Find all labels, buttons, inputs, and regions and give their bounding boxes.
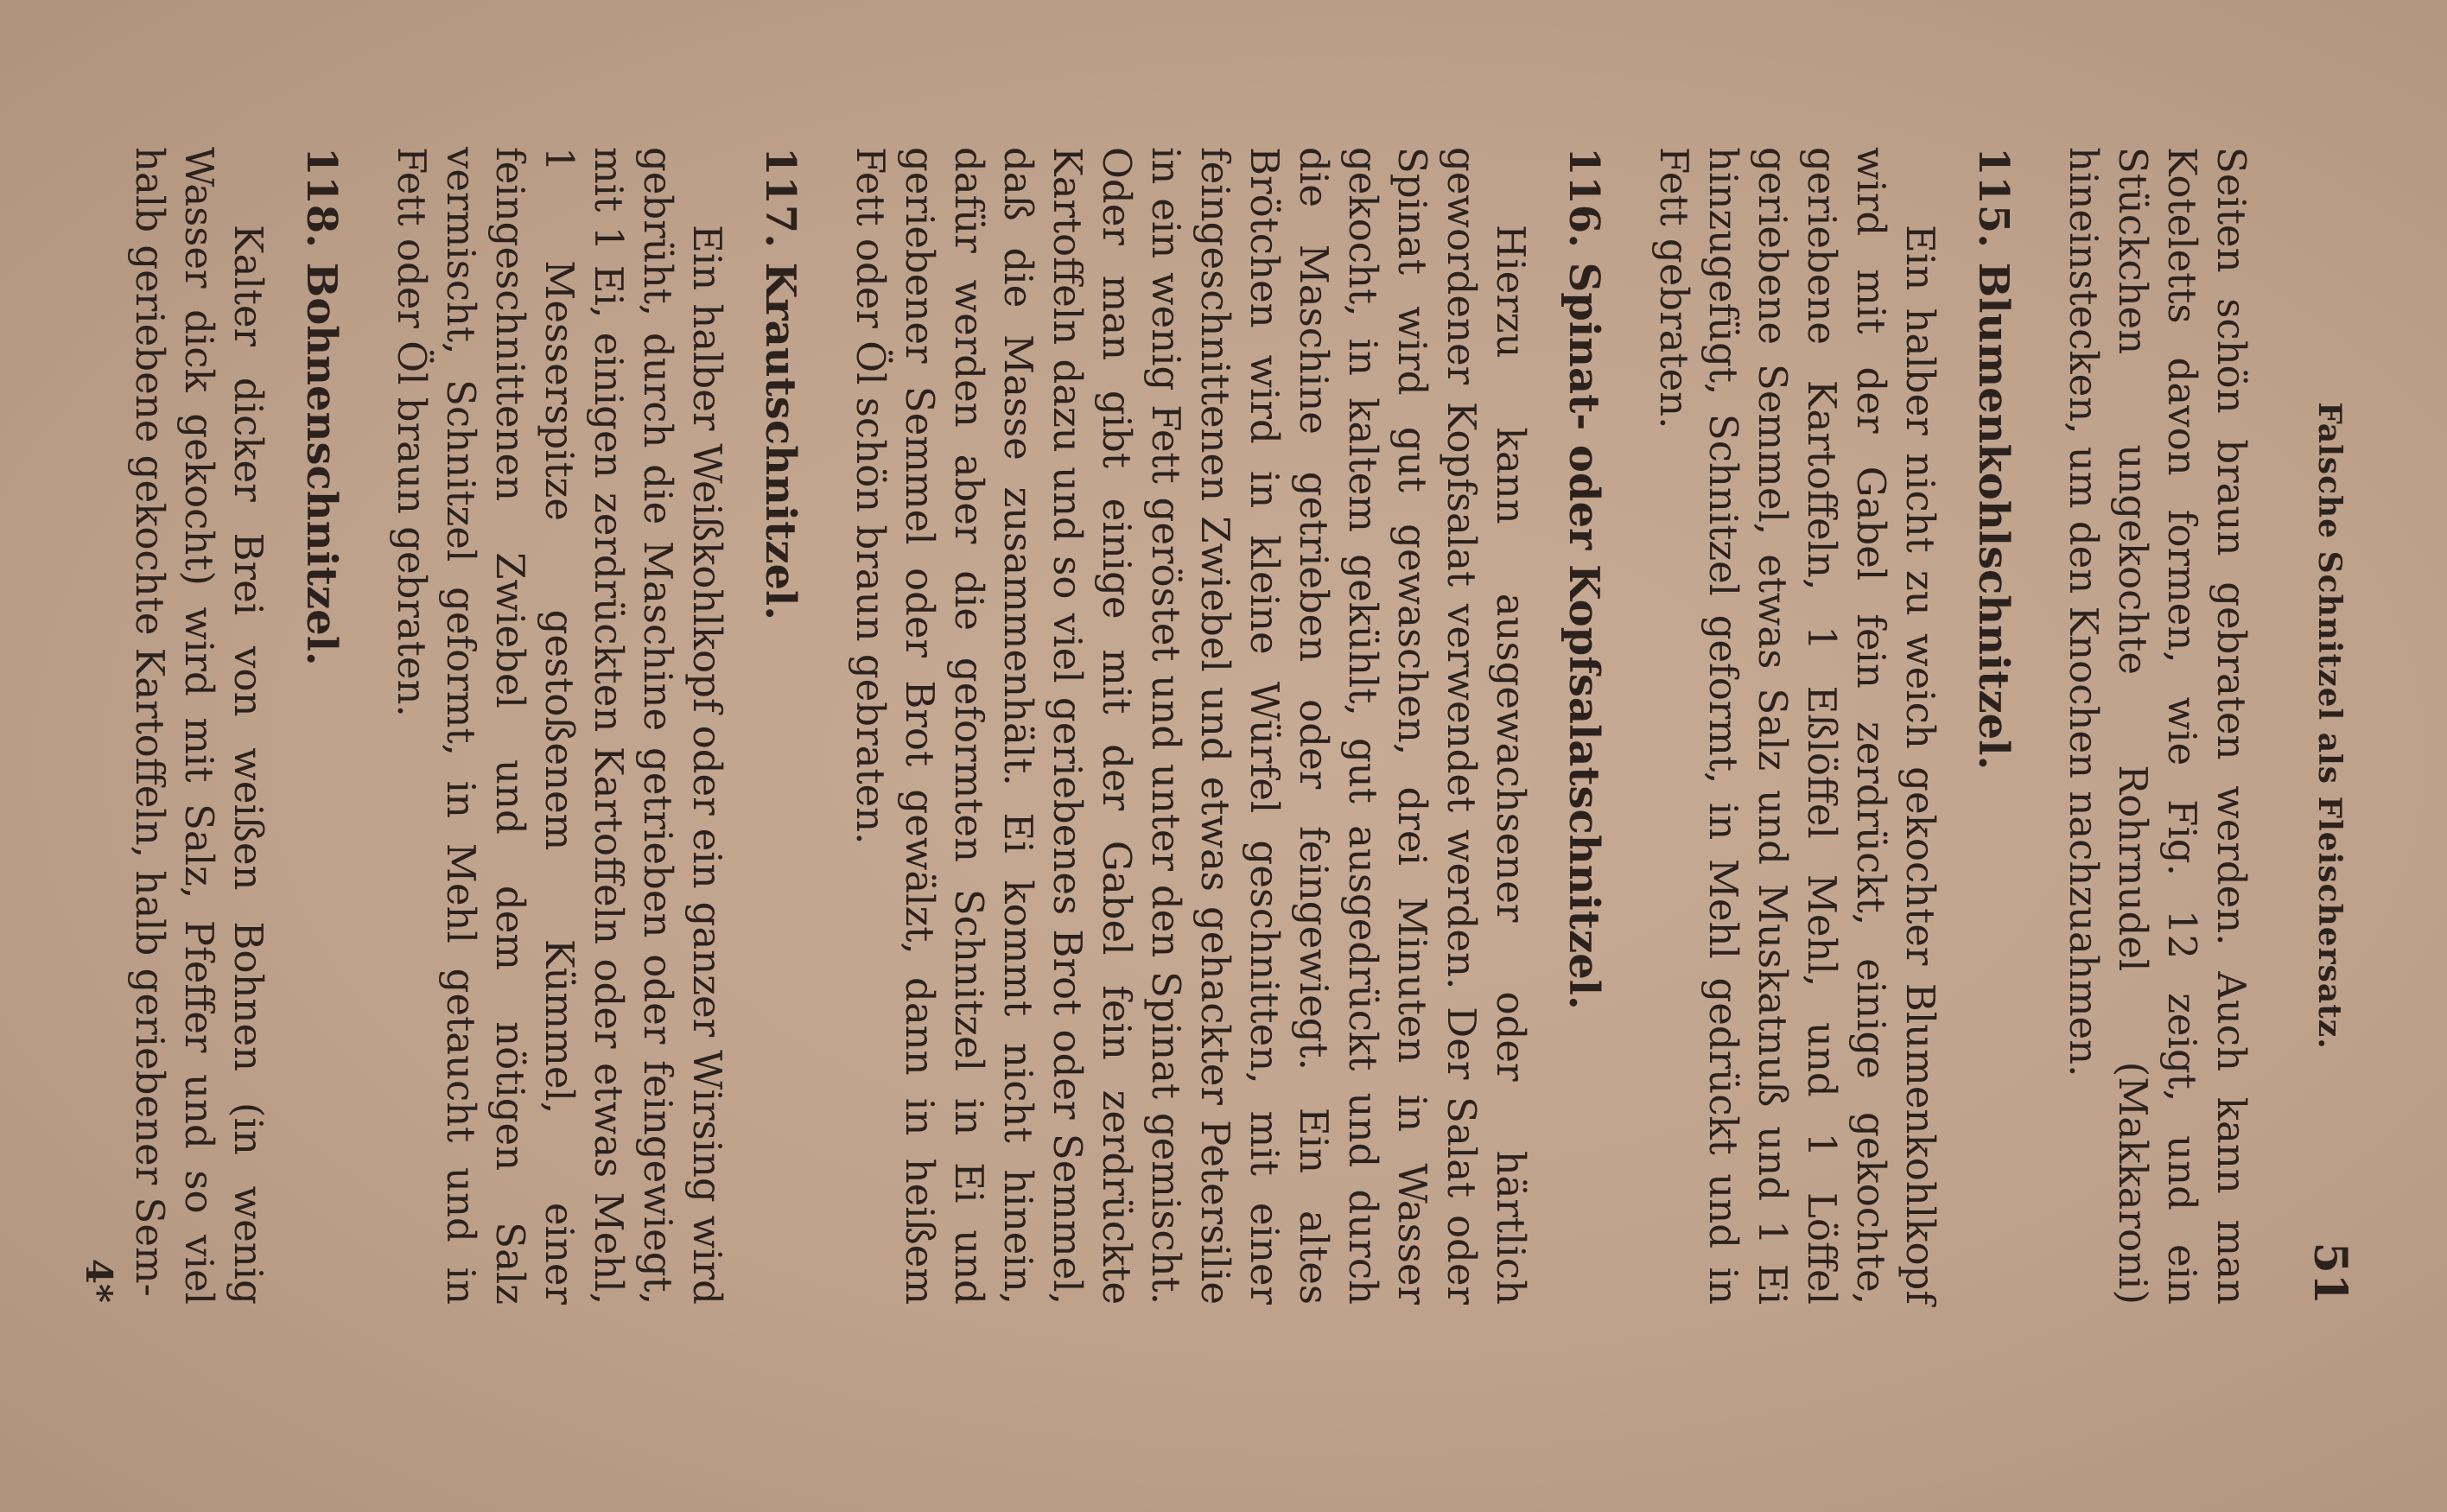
recipe-title: 116. Spinat- oder Kopfsalatschnitzel. (1560, 147, 1608, 1010)
recipe-title: 115. Blumenkohlschnitzel. (1969, 147, 2018, 771)
recipe-118 (125, 147, 347, 1305)
intro-paragraph: Seiten schön braun gebraten werden. Auch kann man Koteletts davon formen, wie Fig. 12 zeigt, und ein Stückchen ungekochte Rohrnudel (Makkaroni) hineinstecken, um den Knochen nachzuahmen. (2061, 147, 2254, 1305)
recipe-115 (1649, 147, 2019, 1305)
page-number: 51 (2304, 1242, 2356, 1305)
recipe-title: 117. Krautschnitzel. (756, 147, 804, 620)
recipe-116 (846, 147, 1610, 1305)
recipe-text: Ein halber nicht zu weich gekochter Blumenkohlkopf wird mit der Gabel fein zerdrückt, einige gekochte, geriebene Kartoffeln, 1 Eßlöffel Mehl, und 1 Löffel geriebene Semmel, etwas Salz und Muskatnuß und 1 Ei hinzugefügt, Schnitzel geformt, in Mehl gedrückt und in Fett gebraten. (1651, 147, 1943, 1305)
recipe-text: Hierzu kann ausgewachsener oder härtlich gewordener Kopfsalat verwendet werden. Der Salat oder Spinat wird gut gewaschen, drei Minuten in Wasser gekocht, in kaltem gekühlt, gut ausgedrückt und durch die Maschine getrieben oder feingewiegt. Ein altes Brötchen wird in kleine Würfel geschnitten, mit einer feingeschnittenen Zwiebel und etwas gehackter Petersilie in ein wenig Fett geröstet und unter den Spinat gemischt. Oder man gibt einige mit der Gabel fein zerdrückte Kartoffeln dazu und so viel geriebenes Brot oder Semmel, daß die Masse zusammenhält. Ei kommt nicht hinein, dafür werden aber die geformten Schnitzel in Ei und geriebener Semmel oder Brot gewälzt, dann in heißem Fett oder Öl schön braun gebraten. (848, 147, 1534, 1305)
recipe-text: Ein halber Weißkohlkopf oder ein ganzer Wirsing wird gebrüht, durch die Maschine getrieben oder feingewiegt, mit 1 Ei, einigen zerdrückten Kartoffeln oder etwas Mehl, 1 Messerspitze gestoßenem Kümmel, einer feingeschnittenen Zwiebel und dem nötigen Salz vermischt, Schnitzel geformt, in Mehl getaucht und in Fett oder Öl braun gebraten. (389, 147, 730, 1305)
recipe-text: Kalter dicker Brei von weißen Bohnen (in wenig Wasser dick gekocht) wird mit Salz, Pfeffer und so viel halb geriebene gekochte Kartoffeln, halb geriebener Sem- (127, 147, 271, 1305)
recipe-title: 118. Bohnenschnitzel. (297, 147, 346, 666)
running-title: Falsche Schnitzel als Fleischersatz. (2311, 402, 2348, 1050)
signature-mark: 4* (78, 1258, 120, 1303)
recipe-117 (387, 147, 806, 1305)
page-header (2279, 147, 2356, 1305)
